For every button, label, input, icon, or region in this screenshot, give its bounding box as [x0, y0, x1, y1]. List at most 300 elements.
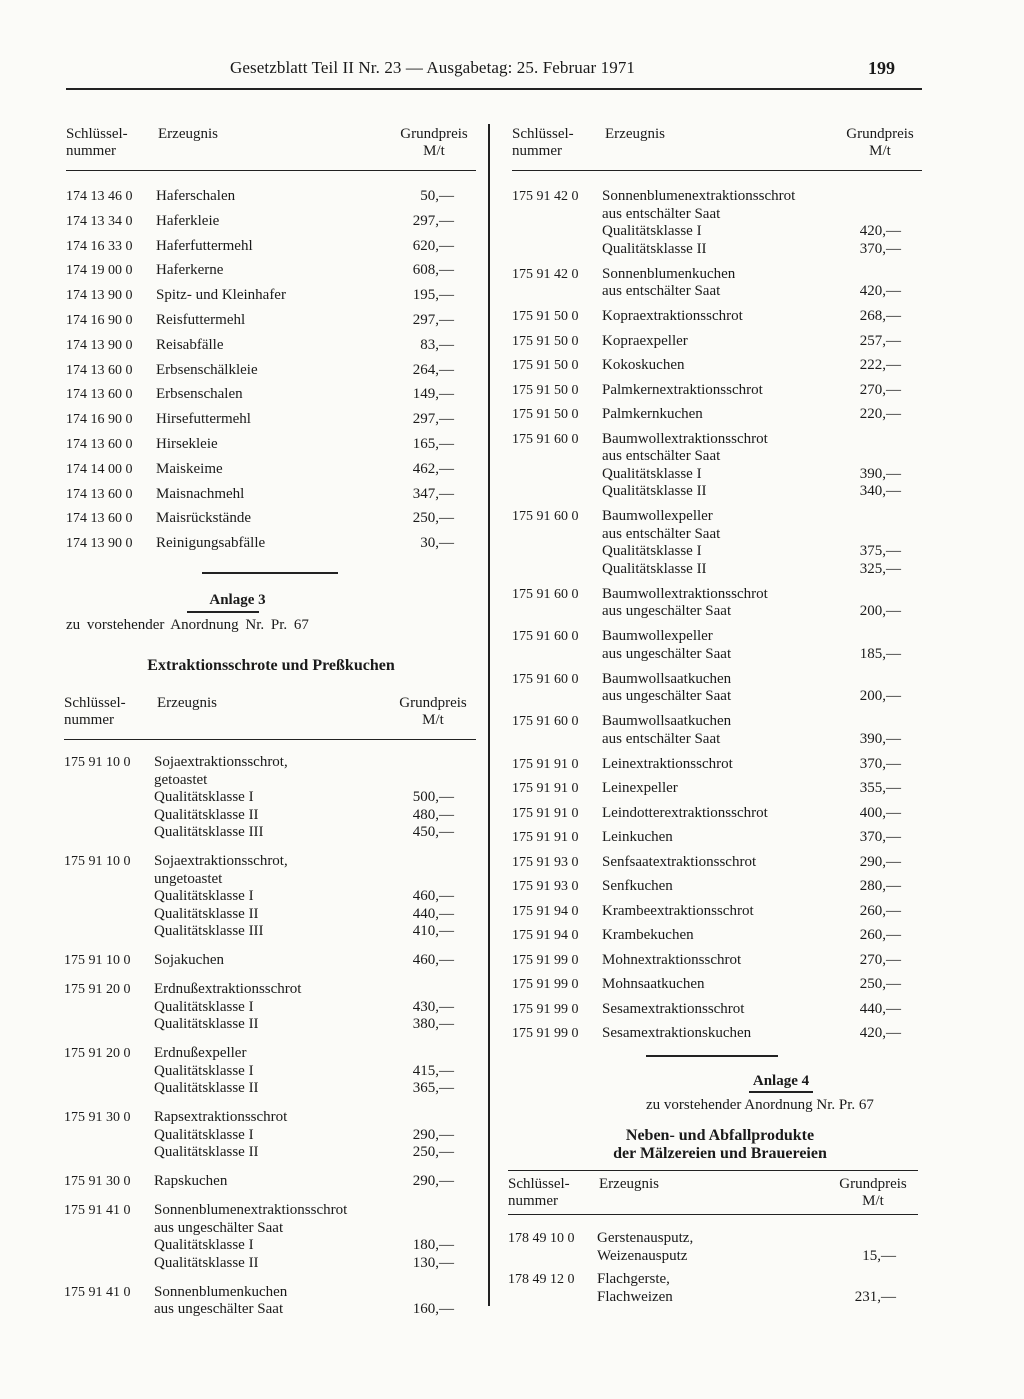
product-name: [602, 266, 735, 301]
product-name: [602, 671, 731, 706]
product-name: [597, 1230, 693, 1265]
product-line: Haferfuttermehl: [156, 237, 253, 254]
product-name: [602, 431, 768, 501]
price-line: [808, 1230, 896, 1248]
product-line: Leinkuchen: [602, 829, 673, 845]
price-line: [808, 1271, 896, 1289]
price-line: 15,—: [862, 1247, 896, 1264]
price-line: 440,—: [412, 905, 454, 922]
item-code: 175 91 42 0: [512, 189, 579, 204]
price-line: [364, 772, 454, 790]
product-line: Palmkernkuchen: [602, 406, 703, 422]
product-name: [602, 780, 678, 798]
price-value: [812, 357, 901, 375]
item-code: 175 91 20 0: [64, 982, 131, 997]
item-code: 175 91 93 0: [512, 879, 579, 894]
product-line: Qualitätsklasse I: [154, 998, 254, 1015]
anlage3-subtitle: zu vorstehender Anordnung Nr. Pr. 67: [66, 617, 309, 633]
table-row: [512, 780, 922, 798]
product-line: ungetoastet: [154, 870, 223, 887]
code-header: Schlüssel- nummer: [512, 126, 574, 159]
price-value: [366, 262, 454, 280]
table-row: [508, 1271, 918, 1306]
product-name: [602, 805, 768, 823]
table-row: [512, 431, 922, 501]
product-name: [602, 188, 795, 258]
price-value: [812, 805, 901, 823]
item-code: 174 16 90 0: [66, 412, 133, 428]
table-row: [512, 756, 922, 774]
price-line: 500,—: [412, 789, 454, 805]
product-name: [602, 829, 673, 847]
product-name: [602, 628, 731, 663]
product-line: Qualitätsklasse I: [154, 1062, 254, 1079]
product-name: [156, 362, 258, 380]
price-value: [812, 713, 901, 748]
item-code: 178 49 10 0: [508, 1231, 575, 1246]
table-row: [66, 461, 476, 479]
product-line: Erdnußexpeller: [154, 1045, 247, 1061]
price-header: Grundpreis M/t: [399, 695, 467, 728]
price-line: 608,—: [412, 262, 454, 279]
product-name: [154, 1109, 287, 1162]
product-name: [602, 756, 733, 774]
price-line: 270,—: [859, 381, 901, 398]
price-value: [812, 266, 901, 301]
price-value: [366, 486, 454, 504]
product-line: Rapskuchen: [154, 1173, 228, 1189]
item-code: 175 91 60 0: [512, 586, 579, 602]
price-value: [812, 671, 901, 706]
table-row: [512, 903, 922, 921]
price-line: 370,—: [859, 755, 901, 772]
product-name: [156, 535, 265, 553]
price-line: 231,—: [854, 1288, 896, 1305]
product-line: Sonnenblumenextraktionsschrot: [154, 1202, 348, 1218]
product-line: Gerstenausputz,: [597, 1230, 694, 1246]
product-line: Sonnenblumenkuchen: [154, 1283, 288, 1300]
product-line: Kokoskuchen: [602, 357, 685, 373]
price-line: 200,—: [859, 688, 901, 704]
price-header: Grundpreis M/t: [846, 126, 914, 159]
item-code: 175 91 50 0: [512, 309, 579, 324]
table-row: [512, 333, 922, 351]
right-column: [512, 126, 922, 1050]
table-row: [64, 754, 476, 842]
table-row: [512, 308, 922, 326]
product-line: Senfkuchen: [602, 878, 673, 894]
product-line: Reinigungsabfälle: [156, 535, 266, 552]
product-line: Erbsenschälkleie: [156, 361, 258, 378]
price-line: [812, 266, 901, 284]
item-code: 175 91 50 0: [512, 358, 579, 373]
product-line: Qualitätsklasse II: [602, 560, 707, 577]
table-row: [508, 1230, 918, 1265]
price-value: [364, 1109, 454, 1162]
price-line: 415,—: [412, 1062, 454, 1079]
price-line: 270,—: [859, 951, 901, 968]
table-row: [66, 312, 476, 330]
price-line: 297,—: [412, 212, 454, 229]
table-row: [66, 262, 476, 280]
product-line: Maisnachmehl: [156, 485, 245, 502]
item-code: 175 91 30 0: [64, 1110, 131, 1125]
table-row: [512, 878, 922, 896]
price-line: [812, 526, 901, 544]
price-line: 370,—: [859, 829, 901, 845]
price-line: [812, 586, 901, 604]
price-value: [812, 308, 901, 326]
product-line: Baumwollextraktionsschrot: [602, 585, 768, 602]
price-line: 297,—: [412, 311, 454, 328]
price-line: 264,—: [412, 361, 454, 378]
price-line: 355,—: [859, 780, 901, 796]
price-value: [366, 386, 454, 404]
item-code: 175 91 91 0: [512, 830, 579, 845]
price-line: 83,—: [420, 336, 454, 353]
product-line: Qualitätsklasse I: [154, 888, 254, 904]
product-line: Qualitätsklasse II: [154, 1016, 259, 1032]
price-value: [812, 952, 901, 970]
table-row: [64, 1202, 476, 1272]
price-line: 390,—: [859, 730, 901, 747]
product-line: Spitz- und Kleinhafer: [156, 287, 286, 304]
price-line: 340,—: [859, 483, 901, 499]
price-value: [364, 1202, 454, 1272]
price-line: 290,—: [859, 853, 901, 870]
product-name: [156, 287, 286, 305]
product-name: [602, 586, 768, 621]
item-code: 175 91 60 0: [512, 671, 579, 687]
price-line: [812, 206, 901, 224]
item-code: 174 16 90 0: [66, 312, 133, 328]
table-row: [66, 411, 476, 429]
price-line: 250,—: [412, 1144, 454, 1160]
price-line: [364, 1109, 454, 1127]
table-row: [512, 188, 922, 258]
product-line: Erbsenschalen: [156, 386, 243, 403]
price-value: [366, 362, 454, 380]
table-row: [512, 713, 922, 748]
price-line: 462,—: [412, 460, 454, 477]
table-row: [512, 382, 922, 400]
price-value: [812, 188, 901, 258]
price-value: [812, 1025, 901, 1043]
code-header: Schlüssel- nummer: [508, 1176, 570, 1209]
product-name: [154, 981, 301, 1034]
product-line: aus entschälter Saat: [602, 525, 721, 542]
product-line: Sojaextraktionsschrot,: [154, 754, 288, 770]
product-line: Baumwollsaatkuchen: [602, 713, 732, 729]
price-value: [812, 854, 901, 872]
price-value: [812, 628, 901, 663]
price-line: 430,—: [412, 998, 454, 1015]
product-name: [156, 188, 235, 206]
price-line: 347,—: [412, 485, 454, 502]
price-line: [364, 1045, 454, 1063]
price-value: [808, 1271, 896, 1306]
table2-header-rule: [64, 739, 476, 740]
table-row: [64, 981, 476, 1034]
table4: [508, 1230, 918, 1306]
product-line: aus ungeschälter Saat: [602, 645, 732, 662]
product-line: Maisrückstände: [156, 510, 251, 527]
price-line: [364, 754, 454, 772]
product-line: Sojakuchen: [154, 952, 224, 968]
product-line: Rapsextraktionsschrot: [154, 1109, 288, 1125]
price-line: 460,—: [412, 888, 454, 904]
price-line: [364, 853, 454, 871]
price-line: 420,—: [859, 1025, 901, 1041]
price-line: [364, 871, 454, 889]
product-name: [602, 927, 694, 945]
item-code: 174 13 60 0: [66, 362, 133, 378]
item-code: 175 91 10 0: [64, 854, 131, 869]
product-name: [154, 853, 288, 941]
price-line: 480,—: [412, 806, 454, 823]
price-value: [364, 754, 454, 842]
item-code: 174 13 34 0: [66, 213, 133, 229]
item-code: 174 13 60 0: [66, 486, 133, 502]
item-code: 174 13 90 0: [66, 536, 133, 552]
product-name: [602, 508, 720, 578]
product-name: [602, 878, 673, 896]
price-line: 410,—: [412, 923, 454, 939]
price-line: 180,—: [412, 1237, 454, 1253]
table4-header-rule: [508, 1214, 918, 1215]
price-value: [812, 586, 901, 621]
anlage4-title: Anlage 4: [752, 1073, 810, 1089]
table-row: [64, 1284, 476, 1319]
price-line: [812, 188, 901, 206]
table3-header: [512, 126, 922, 170]
left-column-lower: [64, 695, 476, 1330]
price-line: 50,—: [420, 188, 454, 204]
product-line: aus ungeschälter Saat: [602, 688, 732, 704]
price-line: 130,—: [412, 1254, 454, 1271]
item-code: 174 13 90 0: [66, 288, 133, 304]
product-line: Qualitätsklasse I: [602, 223, 702, 239]
code-header: Schlüssel- nummer: [66, 126, 128, 159]
item-code: 174 13 60 0: [66, 436, 133, 452]
product-name: [156, 510, 251, 528]
product-line: Qualitätsklasse I: [154, 1237, 254, 1253]
price-line: 222,—: [859, 357, 901, 373]
product-line: Leindotterextraktionsschrot: [602, 804, 768, 821]
product-line: Kopraexpeller: [602, 332, 688, 349]
item-code: 175 91 50 0: [512, 333, 579, 349]
anlage4-underline: [749, 1091, 813, 1093]
price-value: [812, 780, 901, 798]
item-code: 175 91 99 0: [512, 1026, 579, 1041]
product-line: Weizenausputz: [597, 1247, 688, 1264]
price-line: [812, 628, 901, 646]
product-line: aus entschälter Saat: [602, 205, 721, 222]
price-line: [812, 508, 901, 526]
price-line: 450,—: [412, 824, 454, 840]
product-name: [602, 976, 704, 994]
table-row: [66, 386, 476, 404]
price-line: 375,—: [859, 543, 901, 559]
product-line: Qualitätsklasse II: [154, 1254, 259, 1271]
item-code: 175 91 30 0: [64, 1174, 131, 1189]
price-line: 440,—: [859, 1000, 901, 1017]
table-row: [64, 952, 476, 970]
product-header: Erzeugnis: [157, 695, 217, 711]
product-line: Hirsefuttermehl: [156, 411, 251, 428]
price-value: [812, 829, 901, 847]
anlage3-title: Anlage 3: [209, 592, 266, 608]
table3: [512, 188, 922, 1043]
item-code: 175 91 60 0: [512, 714, 579, 729]
product-name: [156, 486, 244, 504]
product-name: [156, 238, 253, 256]
price-value: [812, 756, 901, 774]
price-value: [812, 878, 901, 896]
product-name: [602, 406, 703, 424]
price-line: 380,—: [412, 1016, 454, 1032]
price-value: [364, 1284, 454, 1319]
product-line: Qualitätsklasse II: [154, 1144, 259, 1160]
price-line: [364, 1284, 454, 1302]
item-code: 174 19 00 0: [66, 263, 133, 279]
product-line: Qualitätsklasse II: [602, 240, 707, 257]
item-code: 175 91 41 0: [64, 1203, 131, 1218]
price-line: 290,—: [412, 1173, 454, 1189]
table-row: [66, 188, 476, 206]
table2: [64, 754, 476, 1319]
table-row: [66, 486, 476, 504]
product-name: [156, 337, 223, 355]
item-code: 175 91 91 0: [512, 805, 579, 821]
product-name: [156, 312, 245, 330]
item-code: 175 91 50 0: [512, 407, 579, 422]
product-line: Haferschalen: [156, 188, 236, 204]
product-line: Qualitätsklasse II: [154, 905, 259, 922]
product-name: [154, 754, 288, 842]
table-row: [512, 671, 922, 706]
price-value: [808, 1230, 896, 1265]
table-row: [66, 337, 476, 355]
column-divider: [488, 124, 490, 1306]
product-line: Leinexpeller: [602, 780, 678, 796]
item-code: 174 13 60 0: [66, 511, 133, 527]
item-code: 175 91 93 0: [512, 854, 579, 870]
product-name: [597, 1271, 673, 1306]
price-value: [366, 411, 454, 429]
table-row: [64, 1173, 476, 1191]
product-name: [602, 382, 763, 400]
product-name: [156, 262, 223, 280]
item-code: 175 91 10 0: [64, 755, 131, 770]
table-row: [66, 362, 476, 380]
price-line: [812, 671, 901, 689]
product-header: Erzeugnis: [158, 126, 218, 142]
table-row: [512, 854, 922, 872]
product-line: Baumwollexpeller: [602, 628, 713, 644]
product-line: Qualitätsklasse II: [154, 806, 259, 823]
table-row: [512, 357, 922, 375]
price-line: 365,—: [412, 1080, 454, 1096]
product-name: [602, 854, 756, 872]
anlage3-underline: [187, 611, 259, 613]
table3-header-rule: [512, 170, 922, 171]
product-line: Sesamextraktionskuchen: [602, 1025, 752, 1041]
product-name: [602, 1001, 744, 1019]
table-row: [512, 829, 922, 847]
item-code: 175 91 10 0: [64, 953, 131, 968]
product-line: Reisfuttermehl: [156, 311, 246, 328]
price-value: [366, 461, 454, 479]
product-line: Leinextraktionsschrot: [602, 755, 733, 772]
table-row: [512, 927, 922, 945]
item-code: 175 91 50 0: [512, 382, 579, 398]
product-line: Haferkerne: [156, 262, 224, 279]
item-code: 175 91 42 0: [512, 266, 579, 282]
table-row: [66, 535, 476, 553]
price-line: [364, 981, 454, 999]
price-line: 160,—: [412, 1301, 454, 1317]
table-row: [64, 1045, 476, 1098]
product-line: Krambekuchen: [602, 927, 694, 943]
item-code: 175 91 99 0: [512, 952, 579, 968]
price-line: 30,—: [420, 535, 454, 552]
product-line: aus ungeschälter Saat: [602, 603, 732, 619]
product-line: Senfsaatextraktionsschrot: [602, 853, 757, 870]
price-value: [812, 406, 901, 424]
product-line: Qualitätsklasse III: [154, 824, 264, 840]
product-name: [602, 1025, 751, 1043]
product-line: Flachgerste,: [597, 1271, 670, 1287]
item-code: 175 91 60 0: [512, 509, 579, 524]
product-line: Sojaextraktionsschrot,: [154, 853, 288, 869]
product-line: Mohnsaatkuchen: [602, 976, 705, 992]
price-line: 165,—: [412, 435, 454, 452]
price-value: [812, 508, 901, 578]
price-line: 260,—: [859, 927, 901, 943]
product-line: Baumwollexpeller: [602, 508, 713, 524]
price-value: [366, 188, 454, 206]
price-value: [366, 238, 454, 256]
price-line: 620,—: [412, 237, 454, 254]
product-line: aus entschälter Saat: [602, 730, 721, 747]
product-name: [156, 386, 243, 404]
product-line: Krambeextraktionsschrot: [602, 902, 754, 919]
table1-header: [66, 126, 476, 170]
product-line: Qualitätsklasse I: [154, 1126, 254, 1143]
price-line: 400,—: [859, 804, 901, 821]
price-value: [364, 952, 454, 970]
price-line: 200,—: [859, 603, 901, 619]
item-code: 174 14 00 0: [66, 461, 133, 477]
product-name: [602, 333, 688, 351]
price-line: 370,—: [859, 240, 901, 257]
table-row: [512, 508, 922, 578]
right-column-lower: [508, 1176, 918, 1312]
price-value: [366, 287, 454, 305]
price-line: 250,—: [859, 976, 901, 992]
table-row: [512, 952, 922, 970]
price-value: [364, 1045, 454, 1098]
price-value: [366, 510, 454, 528]
item-code: 175 91 99 0: [512, 977, 579, 992]
page-number: 199: [868, 58, 895, 78]
price-line: [364, 1202, 454, 1220]
table-row: [66, 287, 476, 305]
product-name: [154, 1045, 259, 1098]
table-row: [512, 976, 922, 994]
price-line: 268,—: [859, 308, 901, 324]
